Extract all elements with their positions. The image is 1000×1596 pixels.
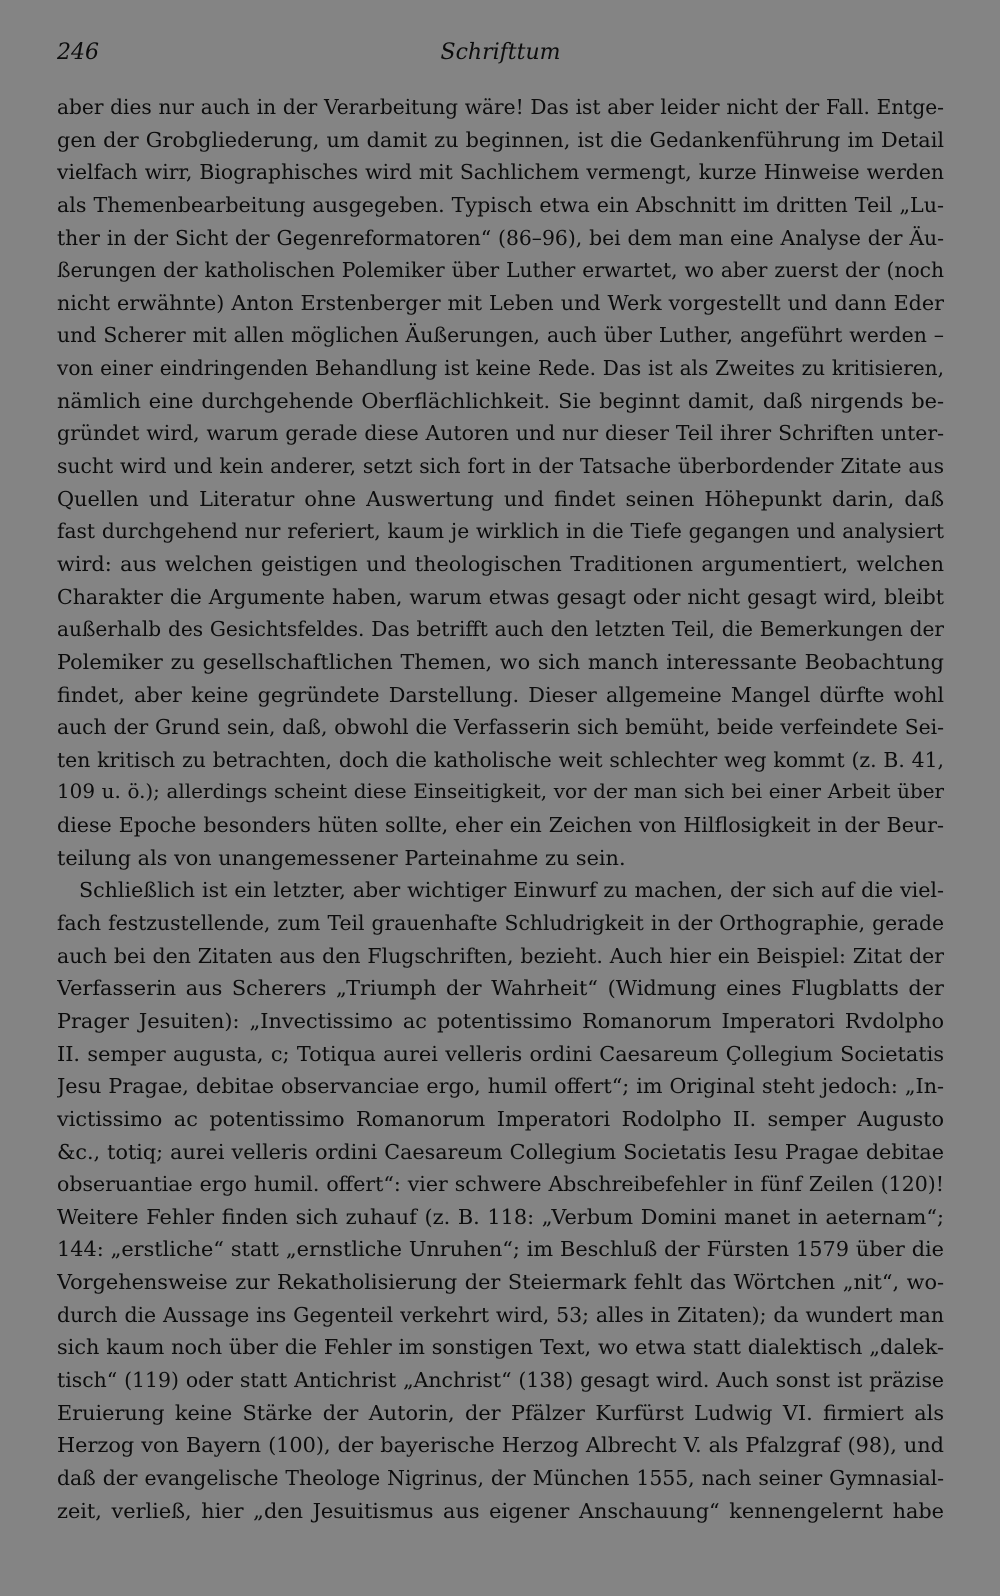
- text-line: ten kritisch zu betrachten, doch die katholische weit schlechter weg kommt (z. B. 41,: [57, 747, 944, 772]
- text-line: von einer eindringenden Behandlung ist keine Rede. Das ist als Zweites zu kritisieren,: [57, 356, 944, 381]
- text-line: Weitere Fehler finden sich zuhauf (z. B. 118: „Verbum Domini manet in aeternam“;: [57, 1204, 944, 1229]
- text-line: Schließlich ist ein letzter, aber wichtiger Einwurf zu machen, der sich auf die viel-: [79, 878, 944, 903]
- page-header: [57, 36, 944, 70]
- text-line: auch der Grund sein, daß, obwohl die Verfasserin sich bemüht, beide verfeindete Sei-: [57, 715, 944, 740]
- body-text: [57, 91, 944, 1527]
- text-line: Herzog von Bayern (100), der bayerische Herzog Albrecht V. als Pfalzgraf (98), und: [57, 1433, 944, 1458]
- text-line: victissimo ac potentissimo Romanorum Imperatori Rodolpho II. semper Augusto: [57, 1106, 944, 1131]
- text-line: auch bei den Zitaten aus den Flugschriften, bezieht. Auch hier ein Beispiel: Zitat der: [57, 943, 944, 968]
- text-line: 109 u. ö.); allerdings scheint diese Einseitigkeit, vor der man sich bei einer Arbeit über: [57, 780, 944, 804]
- text-line: obseruantiae ergo humil. offert“: vier schwere Abschreibefehler in fünf Zeilen (120)!: [57, 1172, 944, 1197]
- page-number: 246: [57, 40, 99, 65]
- text-line: nicht erwähnte) Anton Erstenberger mit Leben und Werk vorgestellt und dann Eder: [57, 290, 944, 315]
- text-line: Jesu Pragae, debitae observanciae ergo, humil offert“; im Original steht jedoch: „In-: [57, 1074, 944, 1099]
- text-line: durch die Aussage ins Gegenteil verkehrt wird, 53; alles in Zitaten); da wundert man: [57, 1302, 944, 1327]
- text-line: gen der Grobgliederung, um damit zu beginnen, ist die Gedankenführung im Detail: [57, 127, 944, 152]
- text-line: 144: „erstliche“ statt „ernstliche Unruhen“; im Beschluß der Fürsten 1579 über die: [57, 1237, 944, 1262]
- text-line: ßerungen der katholischen Polemiker über Luther erwartet, wo aber zuerst der (noch: [57, 258, 944, 283]
- text-line: ther in der Sicht der Gegenreformatoren“ (86–96), bei dem man eine Analyse der Äu-: [57, 225, 944, 250]
- text-line: diese Epoche besonders hüten sollte, eher ein Zeichen von Hilflosigkeit in der Beur-: [57, 813, 944, 838]
- text-line: und Scherer mit allen möglichen Äußerungen, auch über Luther, angeführt werden –: [57, 323, 944, 348]
- text-line: fach festzustellende, zum Teil grauenhafte Schludrigkeit in der Orthographie, gerade: [57, 911, 944, 936]
- text-line: teilung als von unangemessener Parteinahme zu sein.: [57, 845, 626, 870]
- text-line: &c., totiq; aurei velleris ordini Caesareum Collegium Societatis Iesu Pragae debitae: [57, 1139, 944, 1164]
- text-line: nämlich eine durchgehende Oberflächlichkeit. Sie beginnt damit, daß nirgends be-: [57, 388, 944, 413]
- text-line: Vorgehensweise zur Rekatholisierung der Steiermark fehlt das Wörtchen „nit“, wo-: [57, 1270, 944, 1295]
- text-line: fast durchgehend nur referiert, kaum je wirklich in die Tiefe gegangen und analysiert: [57, 519, 944, 544]
- running-head: Schrifttum: [440, 40, 561, 65]
- text-line: wird: aus welchen geistigen und theologischen Traditionen argumentiert, welchen: [57, 551, 944, 576]
- text-line: II. semper augusta, c; Totiqua aurei velleris ordini Caesareum Çollegium Societatis: [57, 1041, 944, 1066]
- text-line: Prager Jesuiten): „Invectissimo ac potentissimo Romanorum Imperatori Rvdolpho: [57, 1008, 944, 1033]
- text-line: aber dies nur auch in der Verarbeitung wäre! Das ist aber leider nicht der Fall. Entge-: [57, 95, 944, 119]
- text-line: außerhalb des Gesichtsfeldes. Das betrifft auch den letzten Teil, die Bemerkungen der: [57, 617, 944, 642]
- text-line: Polemiker zu gesellschaftlichen Themen, wo sich manch interessante Beobachtung: [57, 649, 944, 674]
- text-line: Quellen und Literatur ohne Auswertung und findet seinen Höhepunkt darin, daß: [57, 486, 944, 511]
- text-line: sucht wird und kein anderer, setzt sich fort in der Tatsache überbordender Zitate aus: [57, 454, 944, 479]
- text-line: Eruierung keine Stärke der Autorin, der Pfälzer Kurfürst Ludwig VI. firmiert als: [57, 1400, 944, 1425]
- text-line: Verfasserin aus Scherers „Triumph der Wahrheit“ (Widmung eines Flugblatts der: [57, 976, 944, 1001]
- text-line: tisch“ (119) oder statt Antichrist „Anchrist“ (138) gesagt wird. Auch sonst ist präzise: [57, 1367, 944, 1392]
- text-line: gründet wird, warum gerade diese Autoren und nur dieser Teil ihrer Schriften unter-: [57, 421, 944, 446]
- text-line: als Themenbearbeitung ausgegeben. Typisch etwa ein Abschnitt im dritten Teil „Lu-: [57, 192, 944, 217]
- text-line: zeit, verließ, hier „den Jesuitismus aus eigener Anschauung“ kennengelernt habe: [57, 1498, 944, 1523]
- text-line: vielfach wirr, Biographisches wird mit Sachlichem vermengt, kurze Hinweise werden: [57, 160, 944, 185]
- text-line: Charakter die Argumente haben, warum etwas gesagt oder nicht gesagt wird, bleibt: [57, 584, 944, 609]
- text-line: sich kaum noch über die Fehler im sonstigen Text, wo etwa statt dialektisch „dalek-: [57, 1335, 944, 1360]
- text-line: daß der evangelische Theologe Nigrinus, der München 1555, nach seiner Gymnasial-: [57, 1465, 944, 1490]
- text-line: findet, aber keine gegründete Darstellung. Dieser allgemeine Mangel dürfte wohl: [57, 682, 944, 707]
